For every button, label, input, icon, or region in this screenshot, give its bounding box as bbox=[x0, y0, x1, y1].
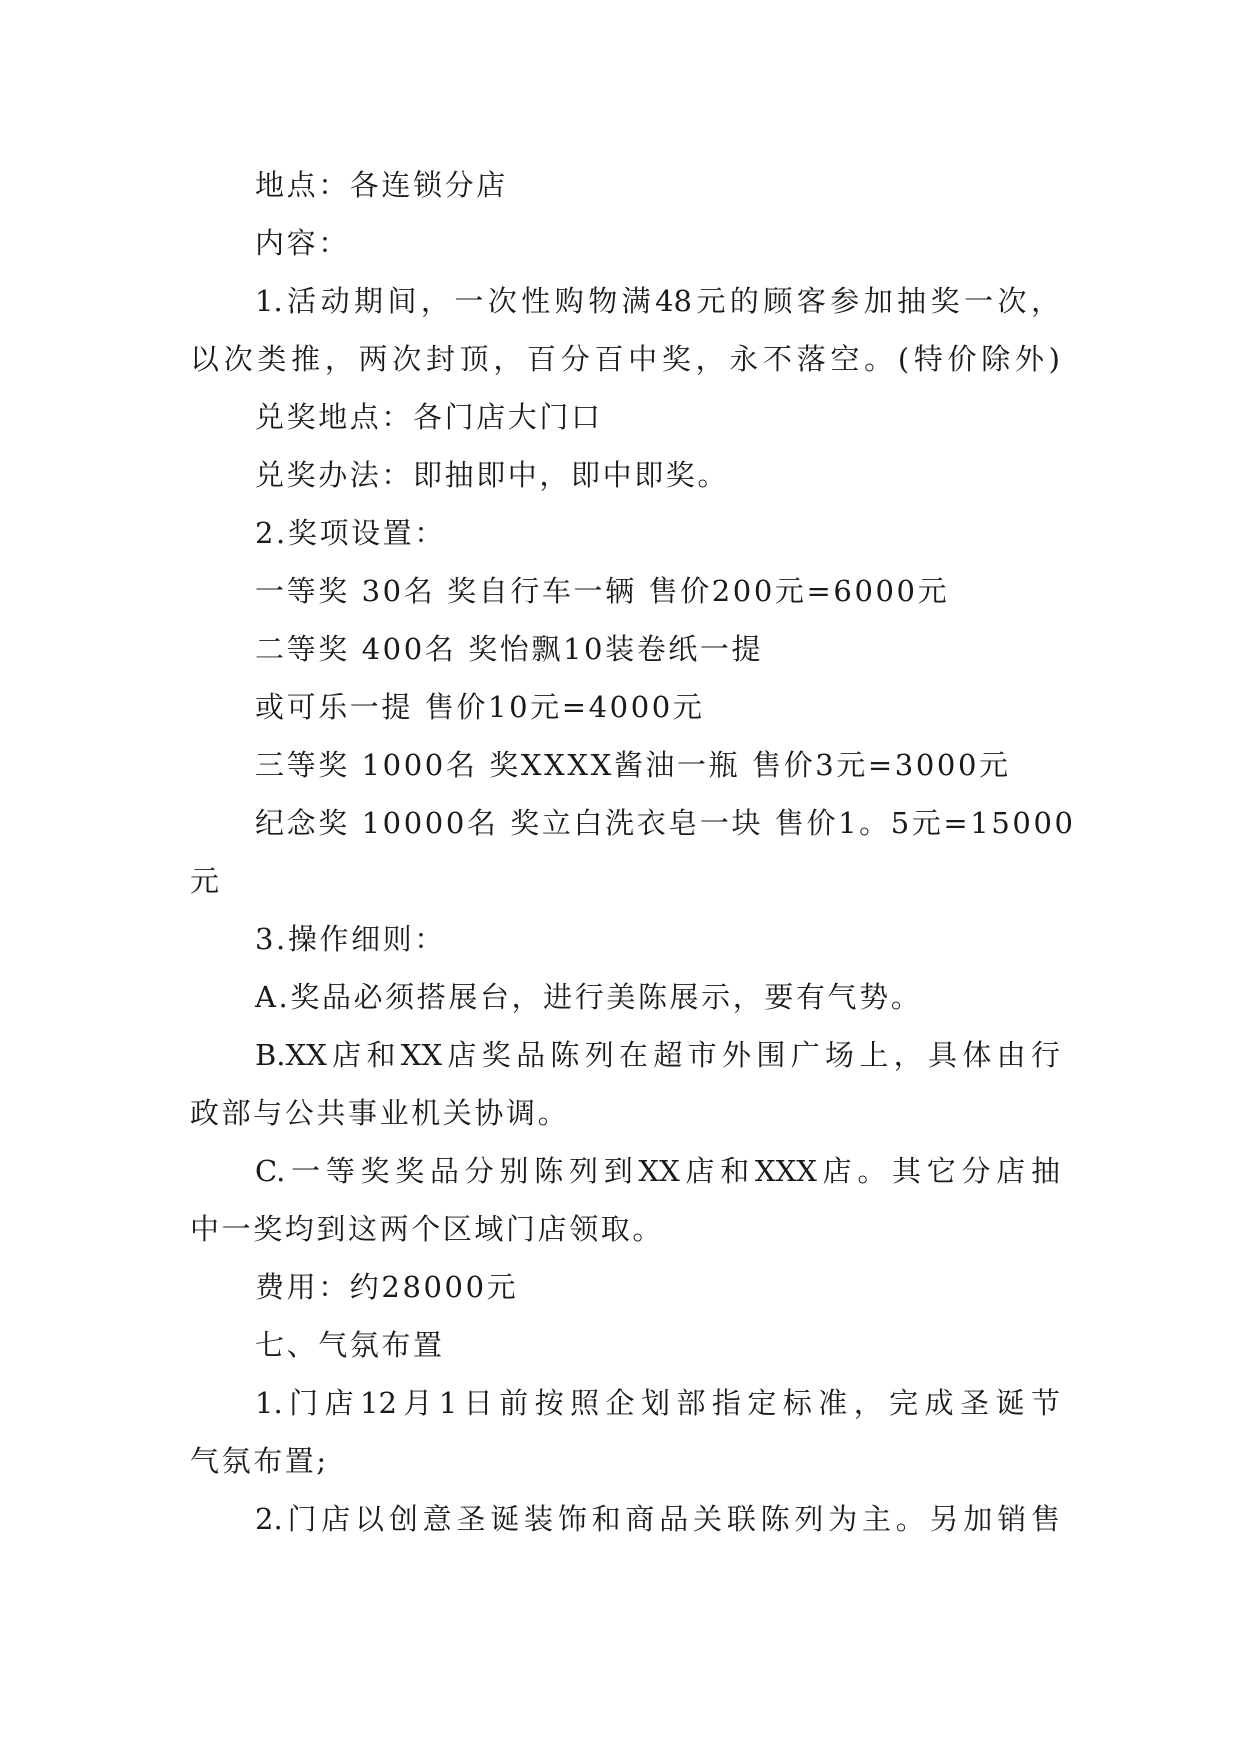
prize-souvenir-continued: 元 bbox=[190, 864, 222, 898]
operation-rule-b: B.XX店和XX店奖品陈列在超市外围广场上，具体由行 bbox=[255, 1038, 1060, 1072]
prize-souvenir: 纪念奖 10000名 奖立白洗衣皂一块 售价1。5元=15000 bbox=[255, 806, 1076, 840]
operation-rule-c: C.一等奖奖品分别陈列到XX店和XXX店。其它分店抽 bbox=[255, 1154, 1060, 1188]
paragraph-redeem-method: 兑奖办法：即抽即中，即中即奖。 bbox=[255, 458, 730, 492]
document-body bbox=[190, 156, 1076, 1548]
prize-third: 三等奖 1000名 奖XXXX酱油一瓶 售价3元=3000元 bbox=[255, 748, 1011, 782]
atmosphere-item-1: 1.门店12月1日前按照企划部指定标准，完成圣诞节 bbox=[255, 1386, 1060, 1420]
prize-second: 二等奖 400名 奖怡飘10装卷纸一提 bbox=[255, 632, 764, 666]
paragraph-rule-1-continued: 以次类推，两次封顶，百分百中奖，永不落空。(特价除外) bbox=[190, 342, 1060, 376]
operation-rule-a: A.奖品必须搭展台，进行美陈展示，要有气势。 bbox=[255, 980, 923, 1014]
section-heading-atmosphere: 七、气氛布置 bbox=[255, 1328, 445, 1362]
prize-first: 一等奖 30名 奖自行车一辆 售价200元=6000元 bbox=[255, 574, 950, 608]
paragraph-operation-heading: 3.操作细则： bbox=[255, 922, 446, 956]
paragraph-redeem-location: 兑奖地点：各门店大门口 bbox=[255, 400, 603, 434]
paragraph-location: 地点：各连锁分店 bbox=[255, 168, 508, 202]
atmosphere-item-2: 2.门店以创意圣诞装饰和商品关联陈列为主。另加销售 bbox=[255, 1502, 1060, 1536]
operation-rule-b-continued: 政部与公共事业机关协调。 bbox=[190, 1096, 570, 1130]
paragraph-content-heading: 内容： bbox=[255, 226, 350, 260]
atmosphere-item-1-continued: 气氛布置; bbox=[190, 1444, 329, 1478]
paragraph-rule-1: 1.活动期间，一次性购物满48元的顾客参加抽奖一次， bbox=[255, 284, 1060, 318]
paragraph-cost: 费用：约28000元 bbox=[255, 1270, 519, 1304]
paragraph-prize-heading: 2.奖项设置： bbox=[255, 516, 446, 550]
prize-second-continued: 或可乐一提 售价10元=4000元 bbox=[255, 690, 705, 724]
operation-rule-c-continued: 中一奖均到这两个区域门店领取。 bbox=[190, 1212, 665, 1246]
